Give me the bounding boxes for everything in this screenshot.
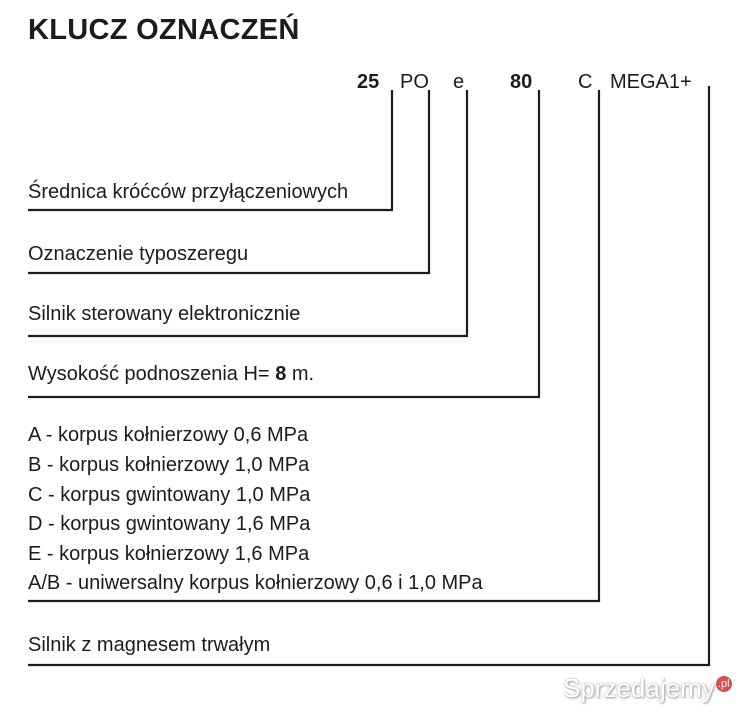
label-head-unit: m. <box>291 363 315 385</box>
code-body: C <box>578 71 593 93</box>
label-body-option: E - korpus kołnierzowy 1,6 MPa <box>28 543 310 565</box>
label-body-option: A - korpus kołnierzowy 0,6 MPa <box>28 424 309 446</box>
code-series: PO <box>400 71 429 93</box>
label-series: Oznaczenie typoszeregu <box>28 243 249 265</box>
label-body-option: A/B - uniwersalny korpus kołnierzowy 0,6 i 1,0 MPa <box>28 572 483 594</box>
label-magnet: Silnik z magnesem trwałym <box>28 634 271 656</box>
code-head: 80 <box>510 71 533 93</box>
diagram-title: KLUCZ OZNACZEŃ <box>28 14 300 46</box>
label-body-option: C - korpus gwintowany 1,0 MPa <box>28 484 311 506</box>
label-head-value: 8 <box>275 363 287 385</box>
code-diameter: 25 <box>357 71 380 93</box>
label-body-option: D - korpus gwintowany 1,6 MPa <box>28 513 311 535</box>
label-diameter: Średnica króćców przyłączeniowych <box>28 181 349 203</box>
label-head-prefix: Wysokość podnoszenia H= <box>28 363 270 385</box>
watermark-text: Sprzedajemy <box>563 673 715 703</box>
watermark-suffix: .pl <box>716 676 732 692</box>
connector-motor <box>28 90 467 336</box>
label-motor: Silnik sterowany elektronicznie <box>28 303 301 325</box>
code-motor: e <box>453 71 465 93</box>
watermark <box>563 673 732 704</box>
label-body-option: B - korpus kołnierzowy 1,0 MPa <box>28 454 310 476</box>
code-magnet: MEGA1+ <box>610 71 692 93</box>
label-head <box>28 363 314 386</box>
